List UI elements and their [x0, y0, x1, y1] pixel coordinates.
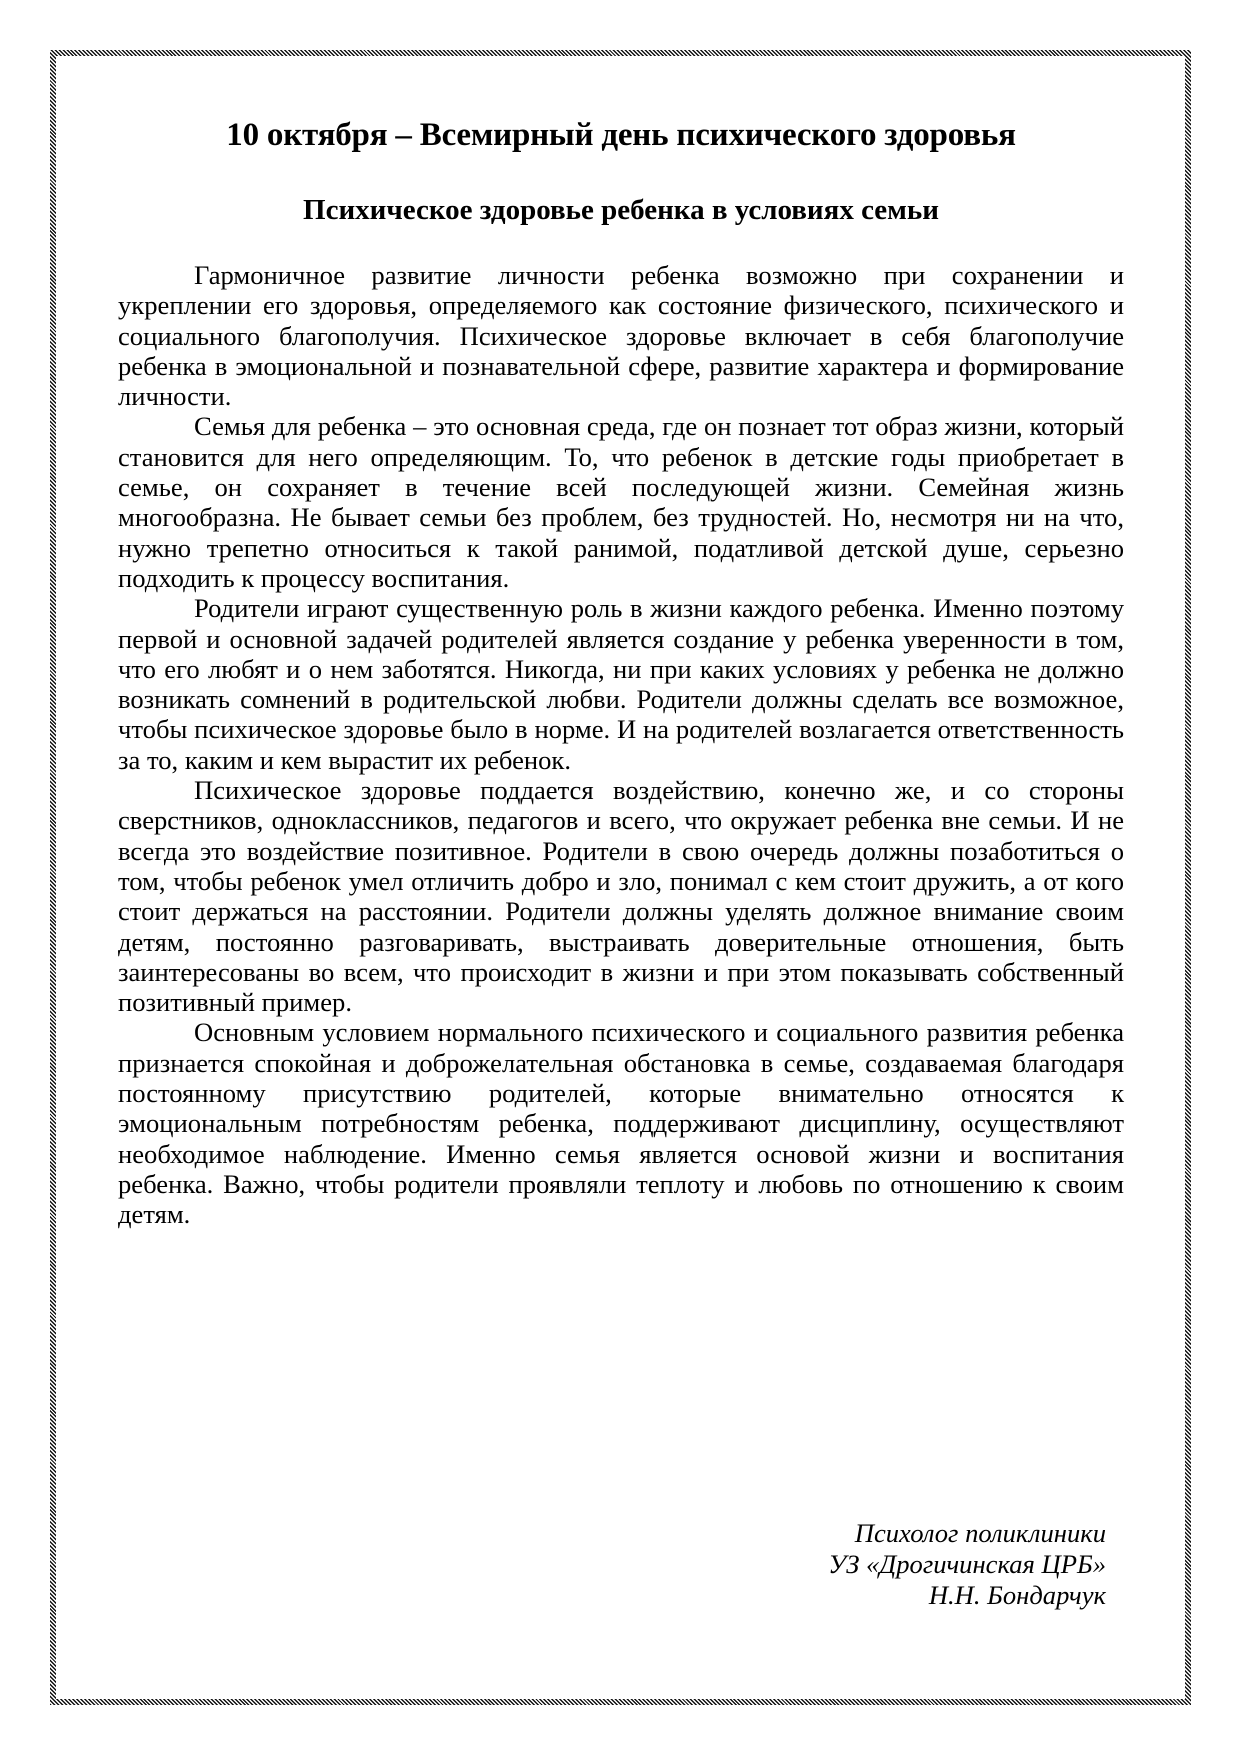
document-content: [118, 112, 1124, 1230]
signature-name: Н.Н. Бондарчук: [928, 1580, 1106, 1610]
document-body: [118, 260, 1124, 1230]
signature-organization: УЗ «Дрогичинская ЦРБ»: [828, 1549, 1106, 1579]
paragraph: Родители играют существенную роль в жизни каждого ребенка. Именно поэтому первой и основной задачей родителей является создание у ребенка уверенности в том, что его любят и о нем заботятся. Никогда, ни при каких условиях у ребенка не должно возникать сомнений в родительской любви. Родители должны сделать все возможное, чтобы психическое здоровье было в норме. И на родителей возлагается ответственность за то, каким и кем вырастит их ребенок.: [118, 593, 1124, 775]
paragraph: Семья для ребенка – это основная среда, где он познает тот образ жизни, который становится для него определяющим. То, что ребенок в детские годы приобретает в семье, он сохраняет в течение всей последующей жизни. Семейная жизнь многообразна. Не бывает семьи без проблем, без трудностей. Но, несмотря ни на что, нужно трепетно относиться к такой ранимой, податливой детской душе, серьезно подходить к процессу воспитания.: [118, 411, 1124, 593]
document-title: 10 октября – Всемирный день психического здоровья: [226, 117, 1016, 153]
document-subtitle: Психическое здоровье ребенка в условиях семьи: [303, 194, 939, 226]
signature-position: Психолог поликлиники: [854, 1518, 1106, 1548]
signature-block: [828, 1518, 1106, 1611]
paragraph: Психическое здоровье поддается воздействию, конечно же, и со стороны сверстников, одноклассников, педагогов и всего, что окружает ребенка вне семьи. И не всегда это воздействие позитивное. Родители в свою очередь должны позаботиться о том, чтобы ребенок умел отличить добро и зло, понимал с кем стоит дружить, а от кого стоит держаться на расстоянии. Родители должны уделять должное внимание своим детям, постоянно разговаривать, выстраивать доверительные отношения, быть заинтересованы во всем, что происходит в жизни и при этом показывать собственный позитивный пример.: [118, 775, 1124, 1018]
paragraph: Гармоничное развитие личности ребенка возможно при сохранении и укреплении его здоровья, определяемого как состояние физического, психического и социального благополучия. Психическое здоровье включает в себя благополучие ребенка в эмоциональной и познавательной сфере, развитие характера и формирование личности.: [118, 260, 1124, 412]
paragraph: Основным условием нормального психического и социального развития ребенка признается спокойная и доброжелательная обстановка в семье, создаваемая благодаря постоянному присутствию родителей, которые внимательно относятся к эмоциональным потребностям ребенка, поддерживают дисциплину, осуществляют необходимое наблюдение. Именно семья является основой жизни и воспитания ребенка. Важно, чтобы родители проявляли теплоту и любовь по отношению к своим детям.: [118, 1017, 1124, 1230]
